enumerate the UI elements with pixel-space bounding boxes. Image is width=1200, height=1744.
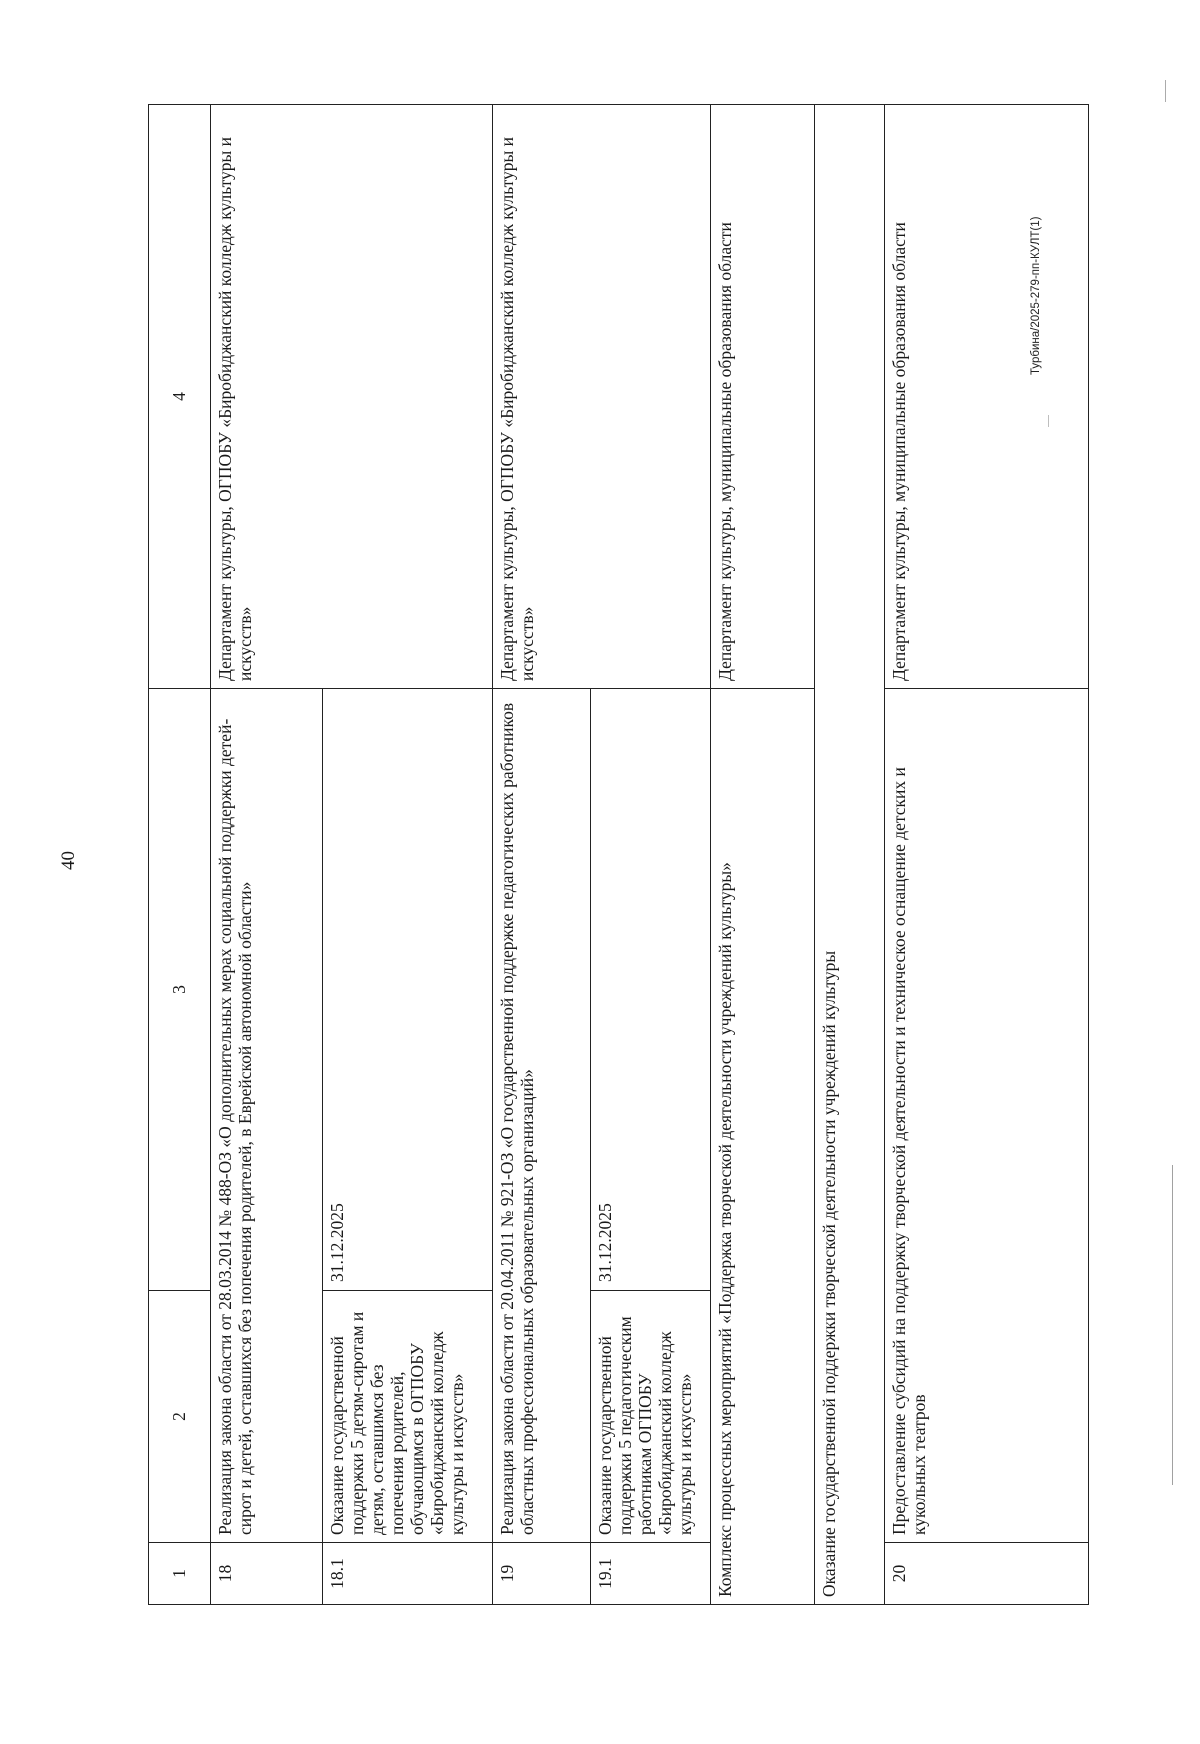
row-text: Предоставление субсидий на поддержку творческой деятельности и техническое оснащение детских и кукольных театров [885, 689, 1089, 1543]
row-date: 31.12.2025 [591, 689, 711, 1291]
measures-table [148, 104, 1089, 1605]
row-number: 19 [493, 1543, 591, 1605]
table-row [211, 105, 323, 1605]
header-col-2: 2 [149, 1291, 211, 1543]
row-task: Оказание государственной поддержки 5 детям-сиротам и детям, оставшимся без попечения родителей, обучающимся в ОГПОБУ «Биробиджанский колледж культуры и искусств» [323, 1291, 493, 1543]
table-row [493, 105, 591, 1605]
header-row [149, 105, 211, 1605]
scan-artifact [1048, 415, 1049, 427]
row-responsible: Департамент культуры, ОГПОБУ «Биробиджанский колледж культуры и искусств» [211, 105, 493, 689]
header-col-3: 3 [149, 689, 211, 1291]
page-number: 40 [58, 851, 79, 870]
row-responsible: Департамент культуры, ОГПОБУ «Биробиджанский колледж культуры и искусств» [493, 105, 711, 689]
row-number: 20 [885, 1543, 1089, 1605]
row-number: 18.1 [323, 1543, 493, 1605]
document-code: Турбина/2025-279-пп-КУЛТ(1) [1030, 216, 1042, 375]
row-responsible: Департамент культуры, муниципальные образования области [711, 105, 815, 689]
scan-artifact [1165, 80, 1166, 102]
row-text: Комплекс процессных мероприятий «Поддержка творческой деятельности учреждений культуры» [711, 689, 815, 1605]
row-number: 19.1 [591, 1543, 711, 1605]
row-text: Реализация закона области от 20.04.2011 № 921-ОЗ «О государственной поддержке педагогических работников областных профессиональных образовательных организаций» [493, 689, 591, 1543]
row-text: Оказание государственной поддержки творческой деятельности учреждений культуры [815, 105, 885, 1605]
row-task: Оказание государственной поддержки 5 педагогическим работникам ОГПОБУ «Биробиджанский колледж культуры и искусств» [591, 1291, 711, 1543]
row-responsible: Департамент культуры, муниципальные образования области [885, 105, 1089, 689]
scan-artifact [1172, 1165, 1173, 1485]
header-col-1: 1 [149, 1543, 211, 1605]
table-row [711, 105, 815, 1605]
row-date: 31.12.2025 [323, 689, 493, 1291]
row-number: 18 [211, 1543, 323, 1605]
table-row [885, 105, 1089, 1605]
table-row [815, 105, 885, 1605]
header-col-4: 4 [149, 105, 211, 689]
rotated-table-container [148, 105, 1088, 1605]
row-text: Реализация закона области от 28.03.2014 № 488-ОЗ «О дополнительных мерах социальной поддержки детей-сирот и детей, оставшихся без попечения родителей, в Еврейской автономной области» [211, 689, 323, 1543]
